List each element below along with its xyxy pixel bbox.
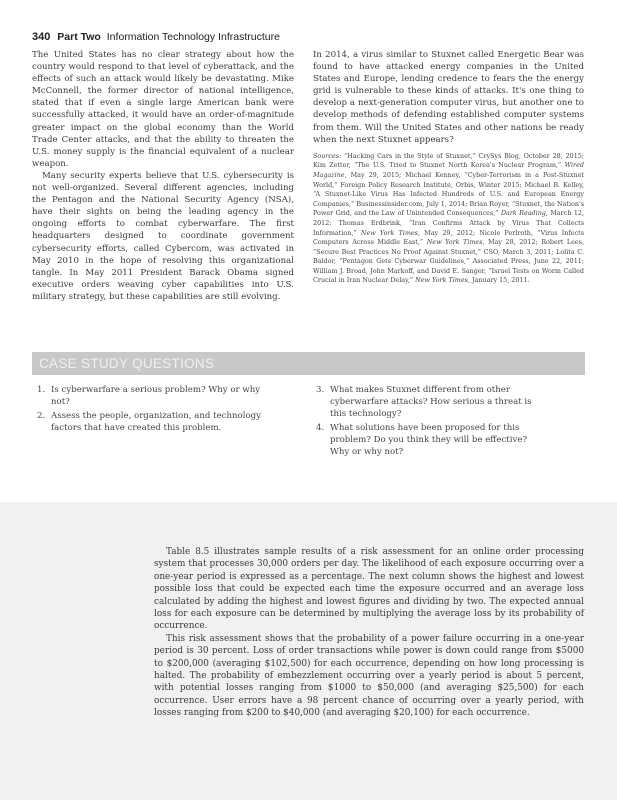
- running-header: [32, 31, 280, 43]
- question-text: Assess the people, organization, and technology factors that have created this problem.: [51, 411, 262, 434]
- risk-assessment-text: [154, 546, 584, 720]
- sources-label: Sources:: [313, 151, 342, 160]
- question-item: [316, 422, 548, 459]
- sources-note: Sources: “Hacking Cars in the Style of Stuxnet,” CrySys Blog, October 28, 2015; Kim Zetter, “The U.S. Tried to Stuxnet North Korea's Nuclear Program,” Wired Magazine, May 29, 2015; Michael Kenney, “Cyber-Terrorism in a Post-Stuxnet World,” Foreign Policy Research Institute, Orbis, Winter 2015; Michael B. Kelley, “A Stuxnet-Like Virus Has Infected Hundreds of U.S. and European Energy Companies,” Businessinsider.com, July 1, 2014; Brian Royer, “Stuxnet, the Nation's Power Grid, and the Law of Unintended Consequences,” Dark Reading, March 12, 2012; Thomas Erdbrink, “Iran Confirms Attack by Virus That Collects Information,” New York Times, May 29, 2012; Nicole Perlroth, “Virus Infects Computers Across Middle East,” New York Times, May 28, 2012; Robert Lees, “Secure Best Practices No Proof Against Stuxnet,” CSO, March 3, 2011; Lolita C. Baldor, “Pentagon Gets Cyberwar Guidelines,” Associated Press, June 22, 2011; William J. Broad, John Markoff, and David E. Sanger, “Israel Tests on Worm Called Crucial in Iran Nuclear Delay,” New York Times, January 15, 2011.: [313, 151, 584, 285]
- question-item: [37, 410, 267, 434]
- right-column: [313, 49, 584, 286]
- question-item: [316, 384, 548, 421]
- left-column: [32, 49, 294, 303]
- question-text: What makes Stuxnet different from other cyberwarfare attacks? How serious a threat is this technology?: [330, 385, 532, 420]
- question-item: [37, 384, 267, 408]
- body-paragraph: Many security experts believe that U.S. cybersecurity is not well-organized. Several different agencies, including the Pentagon and the National Security Agency (NSA), have their sights on being the leading agency in the ongoing efforts to combat cyberwarfare. The first headquarters designed to coordinate government cybersecurity efforts, called Cybercom, was activated in May 2010 in the hope of resolving this organizational tangle. In May 2011 President Barack Obama signed executive orders weaving cyber capabilities into U.S. military strategy, but these capabilities are still evolving.: [32, 170, 294, 302]
- body-paragraph: Table 8.5 illustrates sample results of a risk assessment for an online order processing system that processes 30,000 orders per day. The likelihood of each exposure occurring over a one-year period is expressed as a percentage. The next column shows the highest and lowest possible loss that could be expected each time the exposure occurred and an average loss calculated by adding the highest and lowest figures and dividing by two. The expected annual loss for each exposure can be determined by multiplying the average loss by its probability of occurrence.: [154, 547, 584, 632]
- body-paragraph: The United States has no clear strategy about how the country would respond to that level of cyberattack, and the effects of such an attack would likely be devastating. Mike McConnell, the former director of national intelligence, stated that if even a single large American bank were successfully attacked, it would have an order-of-magnitude greater impact on the global economy than the World Trade Center attacks, and that the ability to threaten the U.S. money supply is the financial equivalent of a nuclear weapon.: [32, 50, 294, 169]
- question-text: Is cyberwarfare a serious problem? Why or why not?: [51, 385, 261, 408]
- question-number: 2.: [37, 411, 46, 421]
- question-number: 4.: [316, 423, 325, 433]
- body-paragraph: This risk assessment shows that the probability of a power failure occurring in a one-year period is 30 percent. Loss of order transactions while power is down could range from $5000 to $200,000 (averaging $102,500) for each occurrence, depending on how long processing is halted. The probability of embezzlement occurring over a yearly period is about 5 percent, with potential losses ranging from $1000 to $50,000 (and averaging $25,500) for each occurrence. User errors have a 98 percent chance of occurring over a yearly period, with losses ranging from $200 to $40,000 (and averaging $20,100) for each occurrence.: [154, 633, 584, 719]
- case-study-header: [32, 352, 585, 375]
- case-study-title: CASE STUDY QUESTIONS: [39, 356, 215, 371]
- section-label: Information Technology Infrastructure: [106, 31, 280, 43]
- part-label: Part Two: [57, 31, 101, 43]
- question-number: 1.: [37, 385, 46, 395]
- question-number: 3.: [316, 385, 325, 395]
- question-text: What solutions have been proposed for this problem? Do you think they will be effective? Why or why not?: [330, 423, 528, 458]
- body-paragraph: In 2014, a virus similar to Stuxnet called Energetic Bear was found to have attacked energy companies in the United States and Europe, lending credence to fears the the energy grid is vulnerable to these kinds of attacks. It's one thing to develop a next-generation computer virus, but another one to develop methods of defending established computer systems from them. Will the United States and other nations be ready when the next Stuxnet appears?: [313, 50, 584, 145]
- page-number: 340: [32, 31, 51, 43]
